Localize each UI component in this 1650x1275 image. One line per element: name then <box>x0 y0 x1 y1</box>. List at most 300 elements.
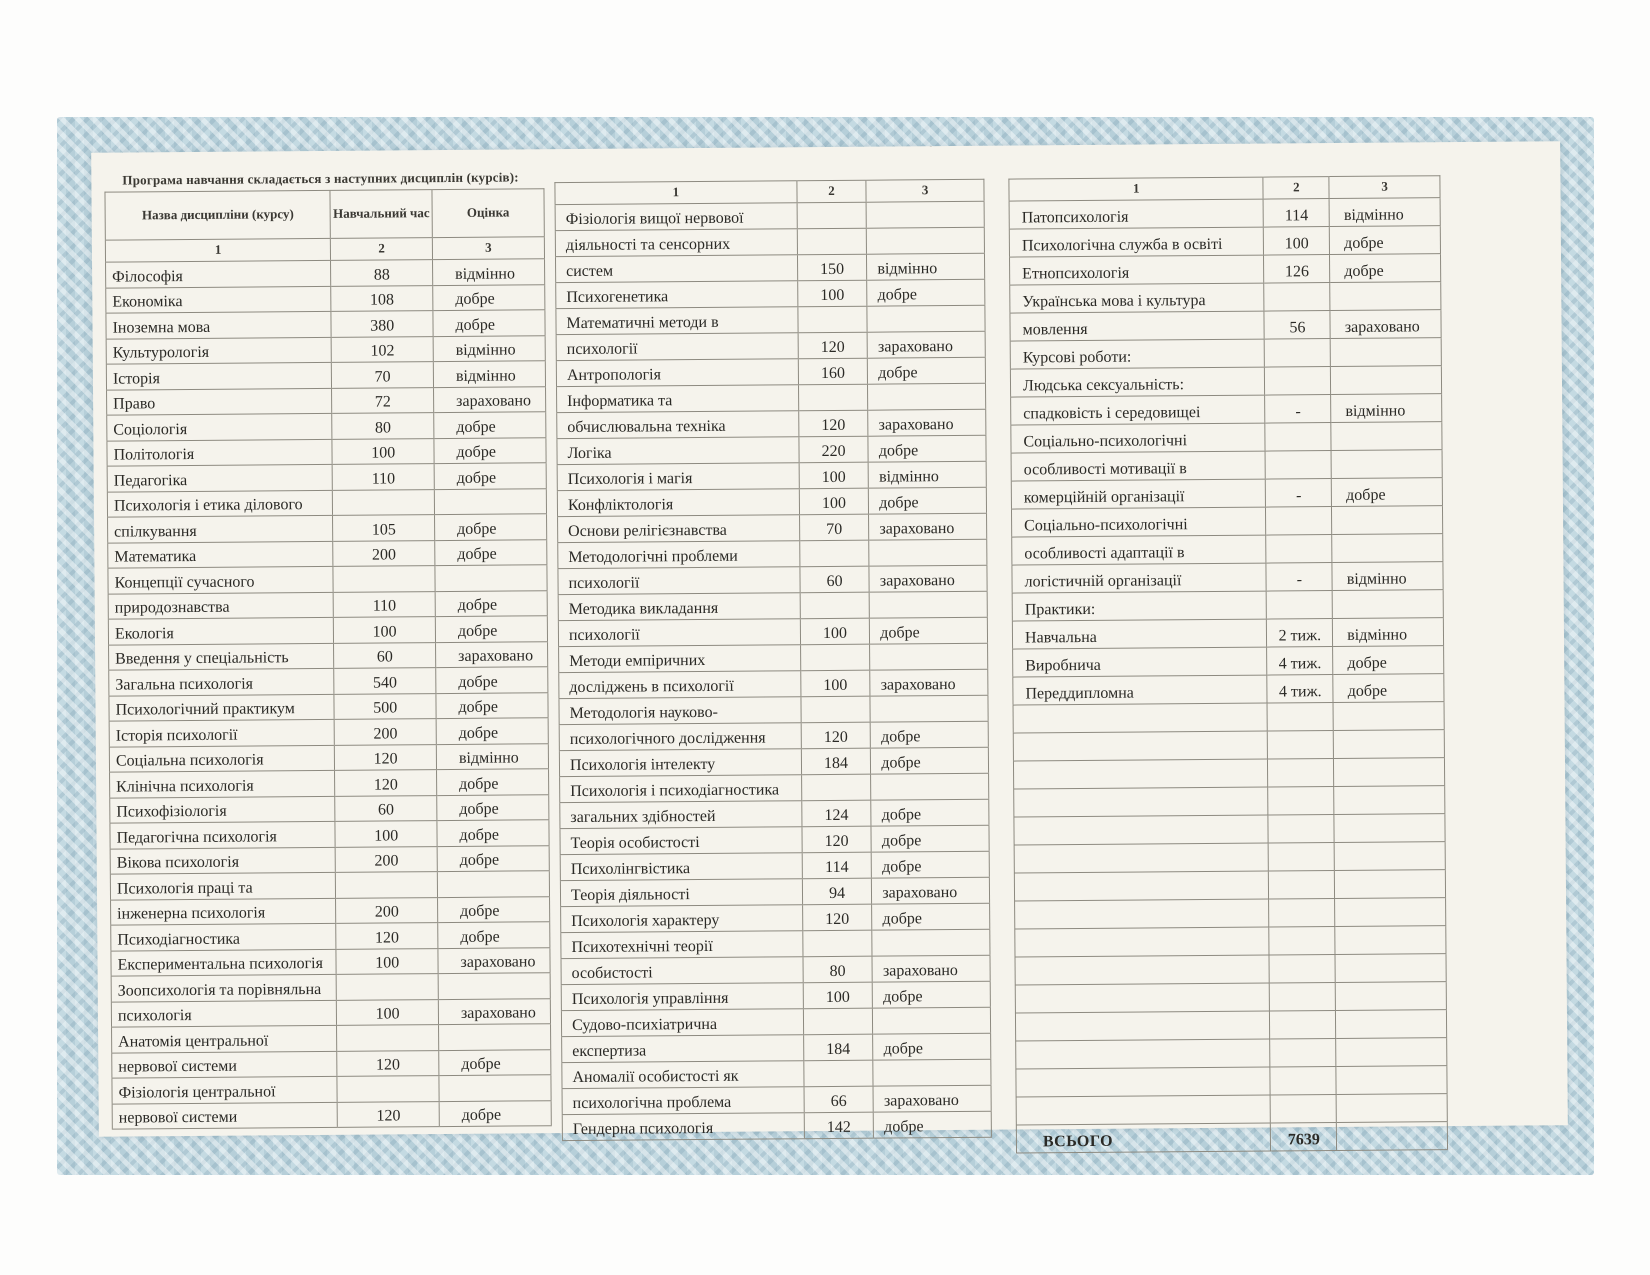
cell-hours <box>799 540 869 567</box>
cell-course-name: Політологія <box>107 439 333 466</box>
cell-course-name: Психотехнічні теорії <box>561 931 803 959</box>
cell-grade <box>873 1059 991 1086</box>
cell-grade: зараховано <box>1330 310 1441 339</box>
table-row <box>560 773 989 802</box>
cell-grade <box>1332 590 1443 619</box>
cell-course-name: Аномалії особистості як <box>562 1061 804 1089</box>
cell-hours: 2 тиж. <box>1267 619 1333 648</box>
cell-grade <box>435 565 547 591</box>
cell-hours <box>337 1025 439 1051</box>
cell-course-name: Психологія характеру <box>561 905 803 933</box>
table-row <box>111 947 550 976</box>
table-row <box>1010 338 1441 369</box>
cell-grade: добре <box>873 981 991 1008</box>
table-row <box>1011 506 1442 537</box>
cell-course-name: Методологічні проблеми <box>558 541 800 569</box>
cell-course-name <box>1016 1095 1271 1125</box>
cell-course-name: Вікова психологія <box>110 847 336 874</box>
table-row <box>108 616 547 645</box>
cell-hours: 66 <box>804 1086 874 1113</box>
cell-hours: 114 <box>1264 199 1330 228</box>
cell-grade <box>1336 1094 1447 1123</box>
table-row <box>559 695 988 724</box>
cell-course-name: Введення у спеціальність <box>109 643 335 670</box>
cell-hours <box>801 696 871 723</box>
table-row <box>562 1111 991 1140</box>
cell-grade: відмінно <box>433 335 545 361</box>
cell-course-name: Методика викладання <box>558 593 800 621</box>
cell-hours: 7639 <box>1271 1123 1337 1152</box>
cell-hours: 120 <box>798 332 868 359</box>
cell-course-name: психологічна проблема <box>562 1087 804 1115</box>
table-row <box>559 643 988 672</box>
cell-course-name: Основи релігієзнавства <box>558 515 800 543</box>
cell-course-name <box>1015 983 1270 1013</box>
cell-hours <box>804 1060 874 1087</box>
cell-course-name: Психологія праці та <box>110 872 336 899</box>
table-row <box>1013 702 1444 733</box>
cell-course-name: Етнопсихологія <box>1010 255 1265 285</box>
col-number: 2 <box>797 180 867 203</box>
cell-hours <box>1269 843 1335 872</box>
cell-course-name: Інформатика та <box>557 385 799 413</box>
cell-course-name: Психогенетика <box>556 281 798 309</box>
cell-grade: добре <box>871 747 989 774</box>
cell-course-name: особистості <box>561 957 803 985</box>
cell-hours: 150 <box>797 254 867 281</box>
cell-grade: добре <box>436 692 548 718</box>
cell-course-name: Виробнича <box>1013 647 1268 677</box>
cell-grade: добре <box>867 279 985 306</box>
cell-course-name: Психодіагностика <box>111 923 337 950</box>
cell-hours: 160 <box>798 358 868 385</box>
cell-hours: 80 <box>332 413 434 439</box>
cell-hours: 110 <box>334 591 436 617</box>
cell-course-name: Клінічна психологія <box>110 770 336 797</box>
cell-grade: добре <box>1333 646 1444 675</box>
cell-hours <box>803 930 873 957</box>
cell-hours <box>1266 535 1332 564</box>
table-row <box>109 641 548 670</box>
cell-course-name: Соціально-психологічні <box>1011 423 1266 453</box>
table-row <box>110 794 549 823</box>
cell-course-name: Судово-психіатрична <box>561 1009 803 1037</box>
cell-hours: 184 <box>801 748 871 775</box>
cell-course-name: Зоопсихологія та порівняльна <box>111 974 337 1001</box>
cell-grade <box>1331 366 1442 395</box>
cell-course-name: досліджень в психології <box>559 671 801 699</box>
cell-hours: - <box>1265 395 1331 424</box>
table-row <box>556 357 985 386</box>
cell-hours <box>801 774 871 801</box>
cell-course-name: ВСЬОГО <box>1016 1123 1271 1153</box>
cell-grade: добре <box>868 435 986 462</box>
cell-grade: відмінно <box>867 253 985 280</box>
cell-course-name: Економіка <box>106 286 332 313</box>
cell-course-name: Психологічна служба в освіті <box>1009 227 1264 257</box>
cell-course-name <box>1016 1067 1271 1097</box>
table-row <box>1014 814 1445 845</box>
cell-hours <box>337 974 439 1000</box>
cell-hours: 540 <box>334 668 436 694</box>
cell-grade: відмінно <box>1331 394 1442 423</box>
table-row <box>1011 422 1442 453</box>
cell-hours: 100 <box>336 948 438 974</box>
cell-course-name: Навчальна <box>1012 619 1267 649</box>
cell-grade: добре <box>874 1111 992 1138</box>
cell-grade: відмінно <box>1329 198 1440 227</box>
cell-grade: зараховано <box>868 409 986 436</box>
cell-course-name: загальних здібностей <box>560 801 802 829</box>
cell-hours <box>1270 1011 1336 1040</box>
cell-hours <box>1265 367 1331 396</box>
table-row <box>559 747 988 776</box>
cell-grade: зараховано <box>873 1085 991 1112</box>
table-row <box>1010 282 1441 313</box>
table-row <box>1009 198 1440 229</box>
cell-grade: відмінно <box>868 461 986 488</box>
cell-course-name <box>1014 871 1269 901</box>
cell-course-name: Антропологія <box>556 359 798 387</box>
cell-hours <box>798 384 868 411</box>
cell-grade: відмінно <box>436 743 548 769</box>
cell-grade <box>1333 730 1444 759</box>
cell-course-name: Українська мова і культура <box>1010 283 1265 313</box>
cell-course-name: Іноземна мова <box>106 311 332 338</box>
table-row <box>110 871 549 900</box>
table-row <box>559 721 988 750</box>
table-row <box>561 955 990 984</box>
cell-course-name: Логіка <box>557 437 799 465</box>
right-column <box>1008 175 1448 1153</box>
table-row <box>561 903 990 932</box>
cell-course-name <box>1015 927 1270 957</box>
table-row <box>1013 674 1444 705</box>
col-number: 1 <box>105 238 331 262</box>
cell-hours <box>336 872 438 898</box>
cell-hours: 126 <box>1264 255 1330 284</box>
cell-grade <box>1336 1066 1447 1095</box>
cell-hours: 120 <box>335 744 437 770</box>
table-row <box>1013 730 1444 761</box>
table-row <box>557 487 986 516</box>
cell-grade <box>1335 954 1446 983</box>
cell-grade: зараховано <box>869 513 987 540</box>
cell-course-name: Теорія діяльності <box>560 879 802 907</box>
cell-grade: зараховано <box>872 877 990 904</box>
table-row <box>562 1059 991 1088</box>
table-row <box>109 692 548 721</box>
table-row <box>1011 450 1442 481</box>
cell-hours <box>1270 1067 1336 1096</box>
cell-grade <box>868 383 986 410</box>
cell-hours: 88 <box>331 260 433 286</box>
table-row <box>1010 310 1441 341</box>
cell-grade: зараховано <box>870 669 988 696</box>
cell-hours: 100 <box>801 670 871 697</box>
cell-course-name: Фізіологія центральної <box>112 1076 338 1103</box>
table-row <box>1016 1038 1447 1069</box>
cell-grade: добре <box>1333 674 1444 703</box>
table-row <box>560 877 989 906</box>
cell-grade: добре <box>439 1100 551 1126</box>
cell-hours: 100 <box>332 438 434 464</box>
cell-course-name: природознавства <box>108 592 334 619</box>
cell-hours <box>1268 731 1334 760</box>
cell-grade: зараховано <box>867 331 985 358</box>
cell-hours: 200 <box>336 846 438 872</box>
cell-course-name: Філософія <box>106 260 332 287</box>
table-row <box>560 799 989 828</box>
table-row <box>106 361 545 390</box>
col-number: 2 <box>331 238 433 261</box>
cell-course-name <box>1013 703 1268 733</box>
col-number: 3 <box>1329 176 1440 199</box>
cell-hours: 200 <box>336 897 438 923</box>
header-name: Назва дисципліни (курсу) <box>105 190 331 240</box>
table-row <box>1015 1010 1446 1041</box>
cell-grade <box>1335 926 1446 955</box>
cell-course-name: психології <box>558 619 800 647</box>
table-row <box>110 845 549 874</box>
table-row <box>1014 786 1445 817</box>
table-row <box>557 435 986 464</box>
cell-grade <box>1336 1038 1447 1067</box>
cell-course-name: Культурологія <box>106 337 332 364</box>
cell-course-name: Математика <box>108 541 334 568</box>
table-row <box>108 565 547 594</box>
table-row <box>555 253 984 282</box>
cell-grade <box>1336 1010 1447 1039</box>
cell-course-name: Експериментальна психологія <box>111 949 337 976</box>
header-grade: Оцінка <box>432 189 544 238</box>
cell-hours: 70 <box>332 362 434 388</box>
table-row <box>1012 590 1443 621</box>
cell-course-name: Психофізіологія <box>110 796 336 823</box>
cell-grade: добре <box>436 667 548 693</box>
cell-grade <box>1334 786 1445 815</box>
cell-course-name <box>1015 899 1270 929</box>
table-row <box>1016 1094 1447 1125</box>
table-row <box>106 259 545 288</box>
cell-course-name: Загальна психологія <box>109 668 335 695</box>
cell-grade: добре <box>437 794 549 820</box>
cell-hours <box>1270 1039 1336 1068</box>
cell-course-name: особливості адаптації в <box>1012 535 1267 565</box>
total-row <box>1016 1122 1447 1153</box>
table-row <box>557 383 986 412</box>
cell-grade: зараховано <box>435 641 547 667</box>
cell-hours: 120 <box>335 770 437 796</box>
table-row <box>112 1075 551 1104</box>
table-row <box>557 409 986 438</box>
cell-hours: 380 <box>331 311 433 337</box>
cell-hours <box>800 592 870 619</box>
cell-grade: добре <box>1331 478 1442 507</box>
cell-course-name: психологічного дослідження <box>559 723 801 751</box>
cell-grade <box>869 591 987 618</box>
cell-grade: відмінно <box>433 361 545 387</box>
table-row <box>106 310 545 339</box>
cell-grade: добре <box>437 896 549 922</box>
table-row <box>110 820 549 849</box>
table-row <box>107 463 546 492</box>
cell-hours: 100 <box>337 999 439 1025</box>
table-row <box>555 227 984 256</box>
cell-grade: зараховано <box>869 565 987 592</box>
cell-grade: добре <box>434 412 546 438</box>
cell-grade: добре <box>872 903 990 930</box>
cell-hours: 184 <box>803 1034 873 1061</box>
cell-grade <box>1335 898 1446 927</box>
cell-course-name: Конфліктологія <box>557 489 799 517</box>
table-row <box>109 718 548 747</box>
cell-course-name: Психологія і психодіагностика <box>560 775 802 803</box>
cell-grade <box>1335 870 1446 899</box>
table-row <box>107 488 546 517</box>
cell-grade <box>870 643 988 670</box>
col-number: 1 <box>1009 177 1264 201</box>
table-row <box>1011 394 1442 425</box>
table-row <box>1010 366 1441 397</box>
cell-grade <box>1331 422 1442 451</box>
cell-grade <box>1332 506 1443 535</box>
cell-hours: 220 <box>799 436 869 463</box>
cell-hours: 72 <box>332 387 434 413</box>
cell-grade <box>437 871 549 897</box>
cell-course-name: Практики: <box>1012 591 1267 621</box>
table-row <box>109 667 548 696</box>
cell-hours <box>798 306 868 333</box>
cell-hours: 142 <box>804 1112 874 1139</box>
table-row <box>558 617 987 646</box>
table-row <box>107 386 546 415</box>
cell-grade: добре <box>434 463 546 489</box>
cell-course-name: Методи емпіричних <box>559 645 801 673</box>
table-row <box>1014 842 1445 873</box>
cell-hours: 120 <box>802 826 872 853</box>
cell-hours: 110 <box>333 464 435 490</box>
cell-course-name: Педагогічна психологія <box>110 821 336 848</box>
cell-grade <box>871 773 989 800</box>
cell-grade: відмінно <box>1332 562 1443 591</box>
table-row <box>108 539 547 568</box>
cell-grade <box>1332 534 1443 563</box>
cell-grade <box>438 973 550 999</box>
table-row <box>556 279 985 308</box>
cell-course-name <box>1014 815 1269 845</box>
cell-hours: 100 <box>799 488 869 515</box>
cell-grade <box>873 1007 991 1034</box>
cell-hours: 100 <box>1264 227 1330 256</box>
table-row <box>556 305 985 334</box>
cell-hours <box>1269 871 1335 900</box>
table-row <box>1010 254 1441 285</box>
cell-course-name: Патопсихологія <box>1009 199 1264 229</box>
cell-grade <box>872 929 990 956</box>
cell-course-name: Психологія і етика ділового <box>107 490 333 517</box>
table-row <box>108 514 547 543</box>
cell-course-name <box>1016 1039 1271 1069</box>
cell-hours: 100 <box>800 618 870 645</box>
right-table <box>1008 175 1448 1153</box>
cell-course-name: Екологія <box>108 617 334 644</box>
table-row <box>106 335 545 364</box>
cell-course-name: психологія <box>111 1000 337 1027</box>
table-row <box>1014 870 1445 901</box>
cell-course-name: обчислювальна техніка <box>557 411 799 439</box>
cell-grade: добре <box>437 820 549 846</box>
cell-hours <box>1270 983 1336 1012</box>
cell-hours <box>1264 283 1330 312</box>
cell-course-name: Концепції сучасного <box>108 566 334 593</box>
table-row <box>112 1049 551 1078</box>
cell-grade <box>1335 982 1446 1011</box>
cell-grade <box>1334 842 1445 871</box>
table-row <box>558 539 987 568</box>
table-row <box>560 825 989 854</box>
cell-grade: добре <box>870 617 988 644</box>
cell-hours: 120 <box>802 904 872 931</box>
cell-course-name: нервової системи <box>112 1102 338 1129</box>
cell-grade: добре <box>435 590 547 616</box>
table-row <box>112 1100 551 1129</box>
table-row <box>561 1007 990 1036</box>
cell-hours: 4 тиж. <box>1267 675 1333 704</box>
cell-hours: 70 <box>799 514 869 541</box>
table-row <box>1012 562 1443 593</box>
cell-grade <box>1331 450 1442 479</box>
table-row <box>559 669 988 698</box>
cell-course-name: психології <box>556 333 798 361</box>
cell-course-name: спадковість і середовищеі <box>1011 395 1266 425</box>
cell-grade <box>1330 282 1441 311</box>
col-number: 1 <box>555 181 797 205</box>
cell-course-name: Анатомія центральної <box>112 1025 338 1052</box>
scanned-document <box>57 117 1594 1175</box>
left-column <box>104 169 552 1129</box>
col-number: 3 <box>432 237 544 260</box>
cell-grade: добре <box>873 1033 991 1060</box>
table-row <box>561 981 990 1010</box>
cell-course-name: Психологія управління <box>561 983 803 1011</box>
cell-grade <box>867 305 985 332</box>
cell-course-name: Переддипломна <box>1013 675 1268 705</box>
cell-course-name <box>1015 955 1270 985</box>
col-number: 3 <box>866 179 984 202</box>
table-row <box>1015 954 1446 985</box>
table-row <box>1015 926 1446 957</box>
table-row <box>1015 982 1446 1013</box>
cell-hours <box>1271 1095 1337 1124</box>
cell-hours <box>1265 339 1331 368</box>
cell-grade: зараховано <box>433 386 545 412</box>
cell-hours: 80 <box>803 956 873 983</box>
cell-course-name <box>1014 843 1269 873</box>
cell-hours: 500 <box>334 693 436 719</box>
left-table <box>104 188 551 1129</box>
cell-grade: добре <box>436 769 548 795</box>
cell-hours: 120 <box>798 410 868 437</box>
header-hours: Навчальний час <box>330 190 432 239</box>
cell-hours: 100 <box>334 617 436 643</box>
cell-hours: 102 <box>332 336 434 362</box>
cell-course-name: Соціально-психологічні <box>1011 507 1266 537</box>
cell-grade: добре <box>435 616 547 642</box>
cell-hours: 120 <box>801 722 871 749</box>
table-row <box>556 331 985 360</box>
cell-hours: - <box>1266 479 1332 508</box>
